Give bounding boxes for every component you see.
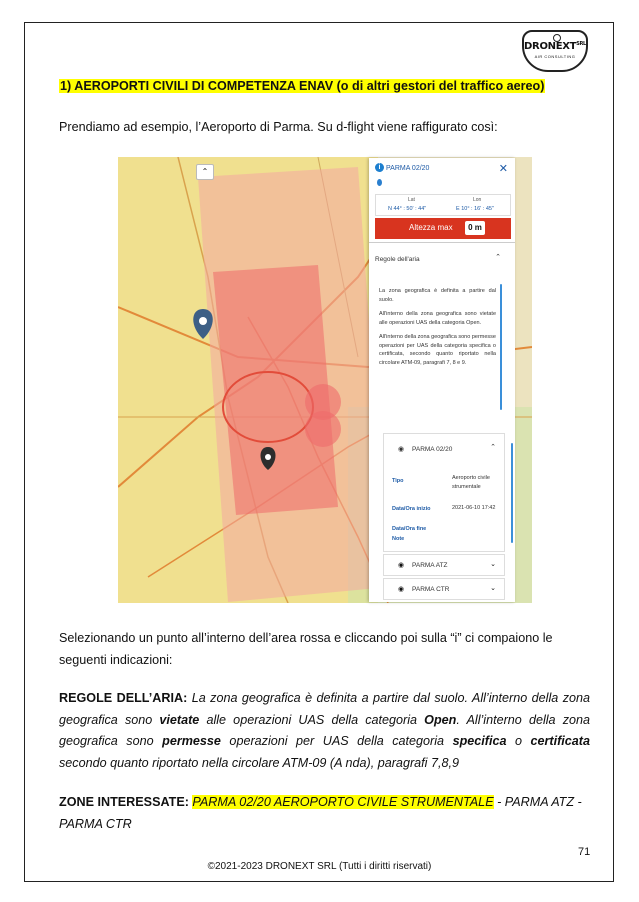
zone-name: PARMA ATZ (412, 562, 448, 569)
footer-copyright: ©2021-2023 DRONEXT SRL (Tutti i diritti riservati) (207, 861, 432, 872)
zone-icon: ◉ (398, 562, 405, 569)
intro-text: Prendiamo ad esempio, l’Aeroporto di Parma. Su d-flight viene raffigurato così: (59, 120, 498, 134)
bold-vietate: vietate (159, 712, 200, 727)
text-run: o (506, 734, 531, 748)
rules-text (379, 287, 496, 373)
chevron-down-icon[interactable]: ⌄ (490, 585, 496, 592)
text-run: . All’interno della zona geografica sono (59, 712, 590, 748)
map-collapse-button[interactable]: ⌃ (196, 164, 214, 180)
scrollbar-2[interactable] (511, 443, 513, 543)
fine-label: Data/Ora fine (392, 526, 427, 532)
propeller-icon (553, 34, 561, 42)
inizio-value: 2021-06-10 17:42 (452, 505, 496, 511)
lat-label: Lat (408, 197, 415, 203)
zones-paragraph (59, 792, 590, 835)
rules-paragraph-1: La zona geografica è definita a partire dal suolo. (379, 288, 496, 303)
bold-permesse: permesse (162, 734, 221, 748)
rules-paragraph-3: All'interno della zona geografica sono permesse operazioni per UAS della categoria specifica o certificata, secondo quanto riportato nella circolare ATM-09, paragrafi 7, 8 e 9. (379, 334, 496, 366)
selection-text: Selezionando un punto all’interno dell’area rossa e cliccando poi sulla “i” ci compaiono le seguenti indicazioni: (59, 631, 553, 667)
bold-certificata: certificata (530, 734, 590, 748)
air-rules-paragraph (59, 688, 590, 774)
card-title: PARMA 02/20 (412, 446, 453, 453)
coordinates-box (375, 194, 511, 216)
tipo-value: Aeroporto civile strumentale (452, 475, 490, 490)
lat-value: N 44° : 50' : 44" (388, 206, 427, 212)
divider (369, 242, 515, 243)
selection-paragraph (59, 628, 590, 671)
bold-specifica: specifica (452, 734, 507, 748)
zone-name: PARMA CTR (412, 586, 450, 593)
scrollbar[interactable] (500, 284, 502, 410)
text-run: operazioni per UAS della categoria (220, 734, 453, 748)
panel-title: PARMA 02/20 (386, 165, 430, 172)
logo-wordmark: $DRONEXT^{SRL}$ (524, 41, 586, 52)
text-run: secondo quanto riportato nella circolare ATM-09 (A nda), paragrafi 7,8,9 (59, 755, 459, 770)
page-number: 71 (578, 846, 591, 858)
max-altitude-value: 0 m (465, 221, 485, 235)
text-run: La zona geografica è definita a partire dal suolo. All’interno della zona geografica sono (59, 691, 591, 727)
rules-paragraph-2: All'interno della zona geografica sono vietate alle operazioni UAS della categoria Open. (379, 311, 496, 326)
lon-label: Lon (473, 197, 482, 203)
chevron-down-icon[interactable]: ⌄ (490, 561, 496, 568)
location-pin-icon (377, 179, 382, 186)
rules-header[interactable]: Regole dell'aria (375, 256, 420, 263)
zones-label: ZONE INTERESSATE: (59, 795, 189, 809)
info-icon: i (375, 163, 384, 172)
zone-icon: ◉ (398, 446, 405, 453)
max-altitude-bar (375, 218, 511, 239)
max-altitude-label: Altezza max (409, 223, 453, 232)
section-heading: 1) AEROPORTI CIVILI DI COMPETENZA ENAV (o di altri gestori del traffico aereo) (60, 79, 545, 93)
bold-open: Open (424, 712, 457, 727)
zone-icon: ◉ (398, 586, 405, 593)
tipo-label: Tipo (392, 478, 404, 484)
zone-item-parma-atz[interactable] (383, 554, 505, 576)
zone-info-panel (369, 158, 515, 602)
close-icon[interactable]: ✕ (498, 163, 508, 175)
dronext-logo (522, 30, 588, 72)
text-run: alle operazioni UAS della categoria (199, 712, 425, 727)
zone-card-parma-0220 (383, 433, 505, 552)
zone-item-parma-ctr[interactable] (383, 578, 505, 600)
zones-highlight: PARMA 02/20 AEROPORTO CIVILE STRUMENTALE (192, 795, 494, 809)
lon-value: E 10° : 16' : 45" (456, 206, 494, 212)
zones-rest: - PARMA ATZ - PARMA CTR (59, 795, 582, 831)
chevron-up-icon[interactable]: ⌃ (490, 444, 496, 451)
air-rules-label: REGOLE DELL’ARIA: (59, 691, 188, 705)
chevron-up-icon[interactable]: ⌃ (495, 254, 501, 261)
note-label: Note (392, 536, 405, 542)
logo-subtitle: AIR CONSULTING (534, 54, 576, 59)
inizio-label: Data/Ora inizio (392, 506, 431, 512)
